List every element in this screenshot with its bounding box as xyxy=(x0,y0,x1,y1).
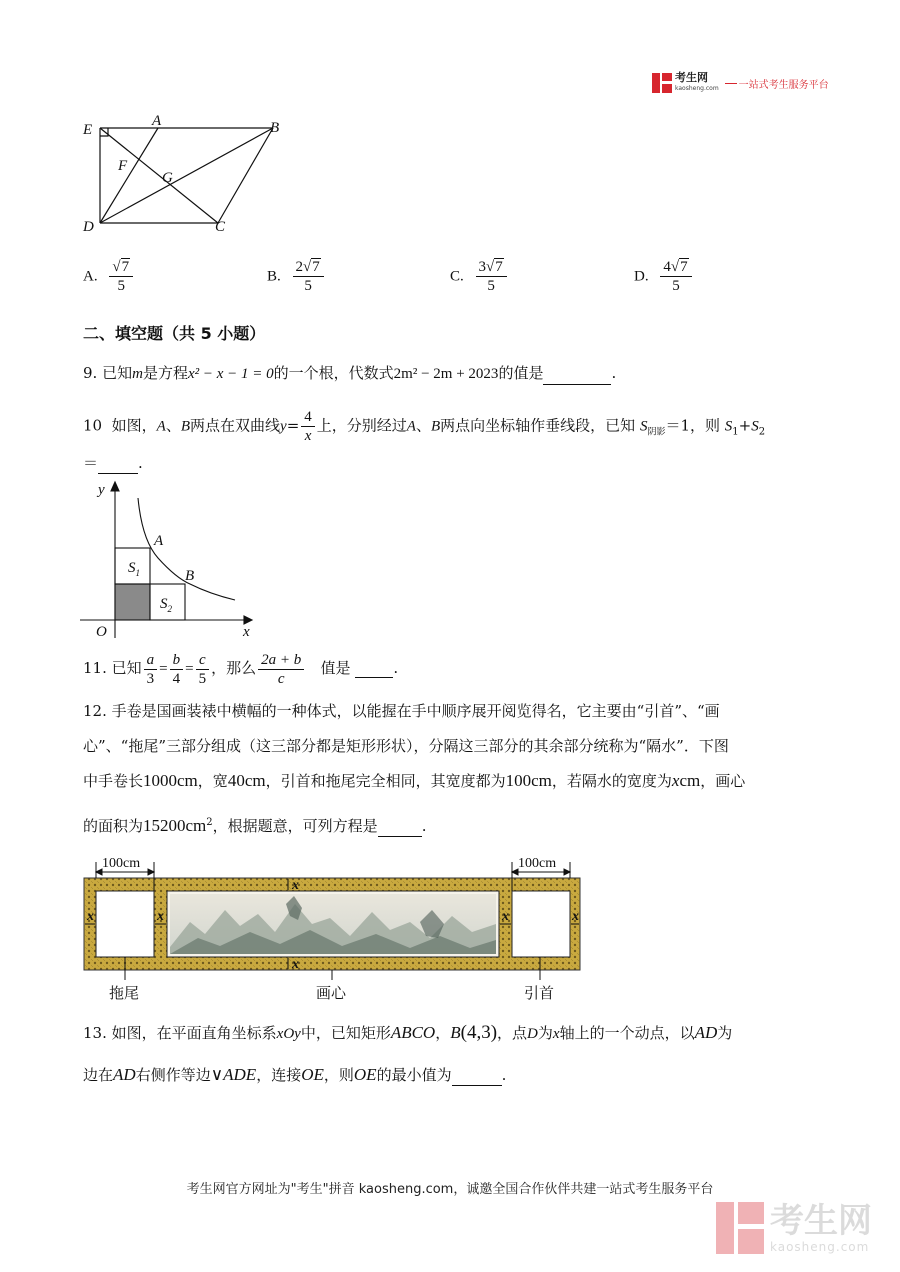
area-value: 15200cm xyxy=(143,816,207,835)
denominator: x xyxy=(304,428,312,444)
q13-text: 中，已知矩形 xyxy=(300,1024,391,1042)
question-13-line1 xyxy=(83,1022,732,1045)
q9-text: 是方程 xyxy=(142,364,188,382)
question-number: 9. xyxy=(83,364,98,382)
x-label-mid-right: x xyxy=(502,909,509,924)
question-10 xyxy=(83,408,765,445)
var-xoy: xOy xyxy=(276,1026,301,1042)
radicand: 7 xyxy=(680,259,688,275)
q9-text: 已知 xyxy=(102,364,133,382)
answer-blank[interactable] xyxy=(355,661,393,678)
point-b: B xyxy=(180,418,191,435)
answer-blank[interactable] xyxy=(98,457,138,474)
superscript: 2 xyxy=(206,817,213,828)
x-label-top: x xyxy=(292,878,299,893)
tail-section xyxy=(96,891,154,957)
var-x: x xyxy=(552,1026,560,1042)
denominator: c xyxy=(277,670,285,687)
fraction-expr xyxy=(258,651,304,688)
hyperbola-curve xyxy=(135,498,235,600)
q12-text: ，宽 xyxy=(197,772,228,790)
triangle-ade: ∨ADE xyxy=(210,1065,257,1084)
watermark xyxy=(716,1202,872,1254)
q13-text: ，点 xyxy=(497,1024,528,1042)
segment-ad: AD xyxy=(113,1065,136,1084)
q10-text: 上，分别经过 xyxy=(316,416,407,435)
q13-text: 边在 xyxy=(83,1066,114,1084)
option-letter: A. xyxy=(83,268,98,285)
q11-period: . xyxy=(393,659,399,677)
label-y: y xyxy=(98,482,105,498)
dim-arrow xyxy=(148,869,154,875)
diag-db xyxy=(100,128,273,223)
q12-scroll-figure xyxy=(80,852,585,1004)
option-b[interactable] xyxy=(267,258,326,295)
x-label-bottom: x xyxy=(292,957,299,972)
subscript-shade: 阴影 xyxy=(647,427,666,438)
dim-arrow xyxy=(564,869,570,875)
question-number: 11. xyxy=(83,659,107,677)
watermark-name: 考生网 xyxy=(770,1201,872,1241)
radicand: 7 xyxy=(312,259,320,275)
q13-text: ，连接 xyxy=(256,1066,302,1084)
answer-blank[interactable] xyxy=(378,820,422,837)
dim-left-label: 100cm xyxy=(102,856,141,871)
label-e: E xyxy=(83,122,93,138)
x-label-mid-left: x xyxy=(157,909,164,924)
option-fraction: $\frac{√7}{5}$ xyxy=(109,258,133,295)
head-section xyxy=(512,891,570,957)
var-s: S xyxy=(639,418,648,435)
denominator: 5 xyxy=(198,670,207,687)
option-a[interactable] xyxy=(83,258,135,295)
section-heading: 二、填空题（共 5 小题） xyxy=(83,324,266,343)
label-c: C xyxy=(215,219,226,235)
fraction-4-over-x xyxy=(301,408,315,445)
q13-text: 为 xyxy=(717,1024,733,1042)
watermark-logo-icon xyxy=(716,1202,764,1254)
radicand: 7 xyxy=(495,259,503,275)
label-g: G xyxy=(162,170,173,186)
q10-text: 、 xyxy=(415,416,431,435)
rect-abco: ABCO xyxy=(390,1023,436,1042)
label-s1 xyxy=(128,560,140,578)
q8-figure xyxy=(80,112,295,237)
denominator: 5 xyxy=(487,278,495,294)
q10-text: ＝1，则 xyxy=(665,416,721,435)
segment-oe: OE xyxy=(353,1065,377,1084)
numerator: 2a + b xyxy=(258,651,304,670)
q10-figure xyxy=(80,478,265,643)
denominator: 5 xyxy=(672,278,680,294)
edge-bc xyxy=(218,128,273,223)
question-number: 12. xyxy=(83,702,107,720)
option-letter: B. xyxy=(267,268,281,285)
var-s1: S xyxy=(724,418,733,435)
scroll-length: 1000cm xyxy=(143,771,198,790)
label-o: O xyxy=(96,624,107,640)
point-b: B xyxy=(430,418,441,435)
q10-text: 两点在双曲线 xyxy=(190,416,281,435)
y-axis-arrow xyxy=(111,482,119,491)
coef: 2 xyxy=(295,259,304,275)
landscape-painting xyxy=(170,894,496,954)
subscript: 1 xyxy=(732,426,739,438)
line-ec xyxy=(100,128,218,223)
q12-text: ，根据题意，可列方程是 xyxy=(212,817,378,835)
x-axis-arrow xyxy=(244,616,252,624)
q13-text: 的最小值为 xyxy=(376,1066,452,1084)
option-fraction: $\frac{2√7}{5}$ xyxy=(293,258,324,295)
label-d: D xyxy=(83,219,94,235)
point-a: A xyxy=(406,418,416,435)
section-width: 100cm xyxy=(505,771,552,790)
denominator: 3 xyxy=(146,670,155,687)
label-sub1: 1 xyxy=(135,568,140,578)
line-da xyxy=(100,128,158,223)
label-s2 xyxy=(160,596,173,614)
fraction-b-4 xyxy=(170,651,184,688)
question-13-line2 xyxy=(83,1064,506,1086)
label-s: S xyxy=(160,596,168,612)
q11-text: 值是 xyxy=(320,659,351,677)
label-b: B xyxy=(185,568,195,584)
coord-b: (4,3) xyxy=(460,1022,498,1043)
q13-text: 右侧作等边 xyxy=(135,1066,211,1084)
q13-period: . xyxy=(501,1066,507,1084)
q13-text: ，则 xyxy=(323,1066,354,1084)
x-label-right: x xyxy=(572,909,579,924)
q10-text: ＝ xyxy=(83,454,99,472)
q13-text: 轴上的一个动点，以 xyxy=(559,1024,695,1042)
numerator: b xyxy=(170,651,184,670)
label-tail: 拖尾 xyxy=(109,986,140,1002)
plus: + xyxy=(738,416,752,435)
denominator: 5 xyxy=(117,278,125,294)
q12-text: 中手卷长 xyxy=(83,772,144,790)
segment-ad: AD xyxy=(694,1023,718,1042)
q12-period: . xyxy=(421,817,427,835)
numerator: 4 xyxy=(301,408,315,427)
answer-blank[interactable] xyxy=(543,368,611,385)
x-label-left: x xyxy=(87,909,94,924)
q9-period: . xyxy=(611,364,617,382)
answer-blank[interactable] xyxy=(452,1069,502,1086)
numerator: c xyxy=(196,651,210,670)
option-letter: D. xyxy=(634,268,649,285)
q10-text: 如图， xyxy=(111,416,157,435)
q11-text: 已知 xyxy=(111,659,142,677)
segment-oe: OE xyxy=(301,1065,324,1084)
label-x: x xyxy=(243,624,250,640)
label-a: A xyxy=(152,113,162,129)
subscript: 2 xyxy=(758,426,766,438)
label-f: F xyxy=(118,158,128,174)
option-fraction: $\frac{4√7}{5}$ xyxy=(660,258,691,295)
point-b: B xyxy=(450,1023,461,1042)
fraction-c-5 xyxy=(196,651,210,688)
var-x: x xyxy=(671,771,680,790)
option-d[interactable] xyxy=(634,258,694,295)
q12-text: ，画心 xyxy=(700,772,746,790)
point-d: D xyxy=(527,1026,538,1042)
equals: = xyxy=(185,661,194,677)
question-number: 13. xyxy=(83,1024,107,1042)
q12-text: 手卷是国画装裱中横幅的一种体式，以能握在手中顺序展开阅览得名，它主要由“引首”、“画 xyxy=(111,702,720,720)
brand-domain: kaosheng.com xyxy=(675,85,719,92)
shaded-region xyxy=(115,584,150,620)
label-a: A xyxy=(154,533,164,549)
var-s2: S xyxy=(751,418,759,435)
brand-slogan: 一站式考生服务平台 xyxy=(738,79,829,91)
q13-text: 如图，在平面直角坐标系 xyxy=(111,1024,277,1042)
q9-text: 的值是 xyxy=(498,364,544,382)
option-fraction: $\frac{3√7}{5}$ xyxy=(476,258,507,295)
question-12-line3 xyxy=(83,770,745,792)
option-c[interactable] xyxy=(450,258,509,295)
question-12-line4 xyxy=(83,812,426,837)
question-11 xyxy=(83,648,398,689)
q9-text: 的一个根，代数式 xyxy=(273,364,394,382)
q10-period: . xyxy=(138,454,143,472)
brand-name: 考生网 xyxy=(675,71,708,84)
q12-text: 的面积为 xyxy=(83,817,144,835)
var-y: y xyxy=(280,418,287,435)
question-12-line2: 心”、“拖尾”三部分组成（这三部分都是矩形形状），分隔这三部分的其余部分统称为“隔水”．下图 xyxy=(83,737,729,755)
label-b: B xyxy=(270,120,280,136)
point-a: A xyxy=(156,418,166,435)
footer-text: 考生网官方网址为"考生"拼音 kaosheng.com，诚邀全国合作伙伴共建一站式考生服务平台 xyxy=(186,1182,714,1197)
watermark-domain: kaosheng.com xyxy=(770,1240,870,1254)
q10-text: 两点向坐标轴作垂线段，已知 xyxy=(440,416,636,435)
coef: 3 xyxy=(478,259,487,275)
q12-text: ，若隔水的宽度为 xyxy=(551,772,672,790)
var-m: m xyxy=(132,366,143,382)
question-12-line1 xyxy=(83,700,720,722)
radicand: 7 xyxy=(121,259,130,275)
label-center: 画心 xyxy=(316,986,347,1002)
q9-equation: x² − x − 1 = 0 xyxy=(187,366,274,382)
fraction-a-3 xyxy=(144,651,158,688)
question-number: 10 xyxy=(83,416,103,435)
denominator: 4 xyxy=(172,670,181,687)
dim-right-label: 100cm xyxy=(518,856,557,871)
label-head: 引首 xyxy=(524,986,555,1002)
header-logo xyxy=(652,72,829,94)
q13-text: ， xyxy=(435,1024,451,1042)
option-letter: C. xyxy=(450,268,464,285)
question-9 xyxy=(83,362,616,385)
q10-text: 、 xyxy=(165,416,181,435)
label-sub2: 2 xyxy=(167,604,172,614)
brand-logo-icon xyxy=(652,73,672,93)
question-10-line2 xyxy=(83,452,143,474)
region-s2 xyxy=(150,584,185,620)
q11-text: ，那么 xyxy=(211,659,257,677)
scroll-width: 40cm xyxy=(227,771,266,790)
q9-expression: 2m² − 2m + 2023 xyxy=(393,366,499,382)
q12-text: ，引首和拖尾完全相同，其宽度都为 xyxy=(265,772,506,790)
unit-cm: cm xyxy=(679,771,701,790)
equals: = xyxy=(286,416,300,435)
q13-text: 为 xyxy=(537,1024,553,1042)
label-s: S xyxy=(128,560,136,576)
coef: 4 xyxy=(663,259,671,275)
numerator: a xyxy=(144,651,158,670)
denominator: 5 xyxy=(304,278,312,294)
equals: = xyxy=(159,661,168,677)
